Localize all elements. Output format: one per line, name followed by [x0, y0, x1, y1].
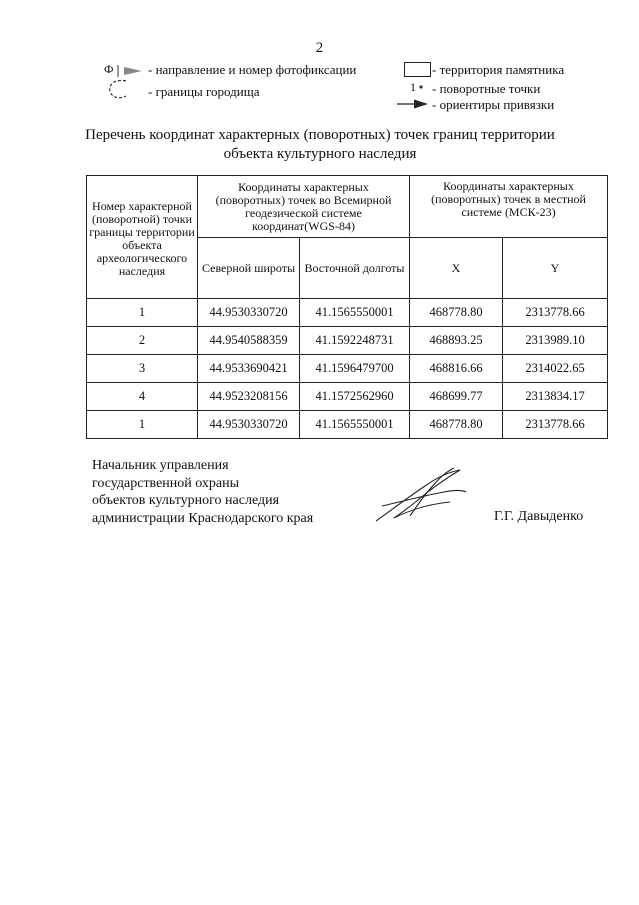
north-cell: 44.9533690421 [198, 355, 300, 383]
x-cell: 468893.25 [410, 327, 503, 355]
turn-point-label: - поворотные точки [432, 81, 541, 96]
point-cell: 4 [87, 383, 198, 411]
photo-direction-icon [116, 64, 148, 78]
point-cell: 1 [87, 411, 198, 439]
turn-point-dot-icon [418, 84, 424, 90]
landmarks-label: - ориентиры привязки [432, 97, 555, 112]
table-row [87, 411, 608, 439]
north-cell: 44.9530330720 [198, 411, 300, 439]
east-cell: 41.1565550001 [300, 299, 410, 327]
y-cell: 2314022.65 [503, 355, 608, 383]
north-cell: 44.9540588359 [198, 327, 300, 355]
position-line: Начальник управления [92, 458, 229, 473]
position-line: государственной охраны [92, 475, 240, 491]
turn-point-symbol: 1 [410, 80, 416, 94]
east-cell: 41.1596479700 [300, 355, 410, 383]
coordinates-table [86, 175, 608, 439]
local-coordinates-header: Координаты характерных (поворотных) точек в местной системе (МСК-23) [410, 176, 608, 238]
position-line: объектов культурного наследия [92, 493, 280, 508]
boundary-label: - границы городища [148, 84, 260, 99]
north-cell: 44.9523208156 [198, 383, 300, 411]
document-title: Перечень координат характерных (поворотных) точек границ территории объекта культурного наследия [85, 127, 555, 162]
x-cell: 468816.66 [410, 355, 503, 383]
east-longitude-header: Восточной долготы [300, 238, 410, 299]
position-line: администрации Краснодарского края [92, 510, 314, 526]
y-header: Y [503, 238, 608, 299]
photo-label: - направление и номер фотофиксации [148, 62, 357, 77]
page-number: 2 [315, 40, 324, 56]
territory-label: - территория памятника [432, 62, 565, 77]
boundary-arc-icon [104, 78, 130, 100]
table-row [87, 355, 608, 383]
x-cell: 468699.77 [410, 383, 503, 411]
point-cell: 2 [87, 327, 198, 355]
east-cell: 41.1592248731 [300, 327, 410, 355]
point-cell: 3 [87, 355, 198, 383]
table-row [87, 299, 608, 327]
wgs-coordinates-header: Координаты характерных (поворотных) точек во Всемирной геодезической системе координат(WGS-84) [198, 176, 410, 238]
east-cell: 41.1565550001 [300, 411, 410, 439]
table-row [87, 327, 608, 355]
table-row [87, 383, 608, 411]
y-cell: 2313989.10 [503, 327, 608, 355]
east-cell: 41.1572562960 [300, 383, 410, 411]
x-cell: 468778.80 [410, 299, 503, 327]
territory-rectangle-icon [404, 62, 432, 78]
y-cell: 2313778.66 [503, 411, 608, 439]
point-number-header: Номер характерной (поворотной) точки границы территории объекта археологического наследия [87, 176, 198, 299]
photo-symbol: Ф [104, 62, 114, 76]
north-latitude-header: Северной широты [198, 238, 300, 299]
y-cell: 2313778.66 [503, 299, 608, 327]
landmark-arrow-icon [396, 98, 430, 110]
point-cell: 1 [87, 299, 198, 327]
x-header: X [410, 238, 503, 299]
signatory-name: Г.Г. Давыденко [494, 509, 584, 524]
y-cell: 2313834.17 [503, 383, 608, 411]
x-cell: 468778.80 [410, 411, 503, 439]
signatory-position [92, 457, 313, 527]
north-cell: 44.9530330720 [198, 299, 300, 327]
handwritten-signature [370, 466, 470, 528]
